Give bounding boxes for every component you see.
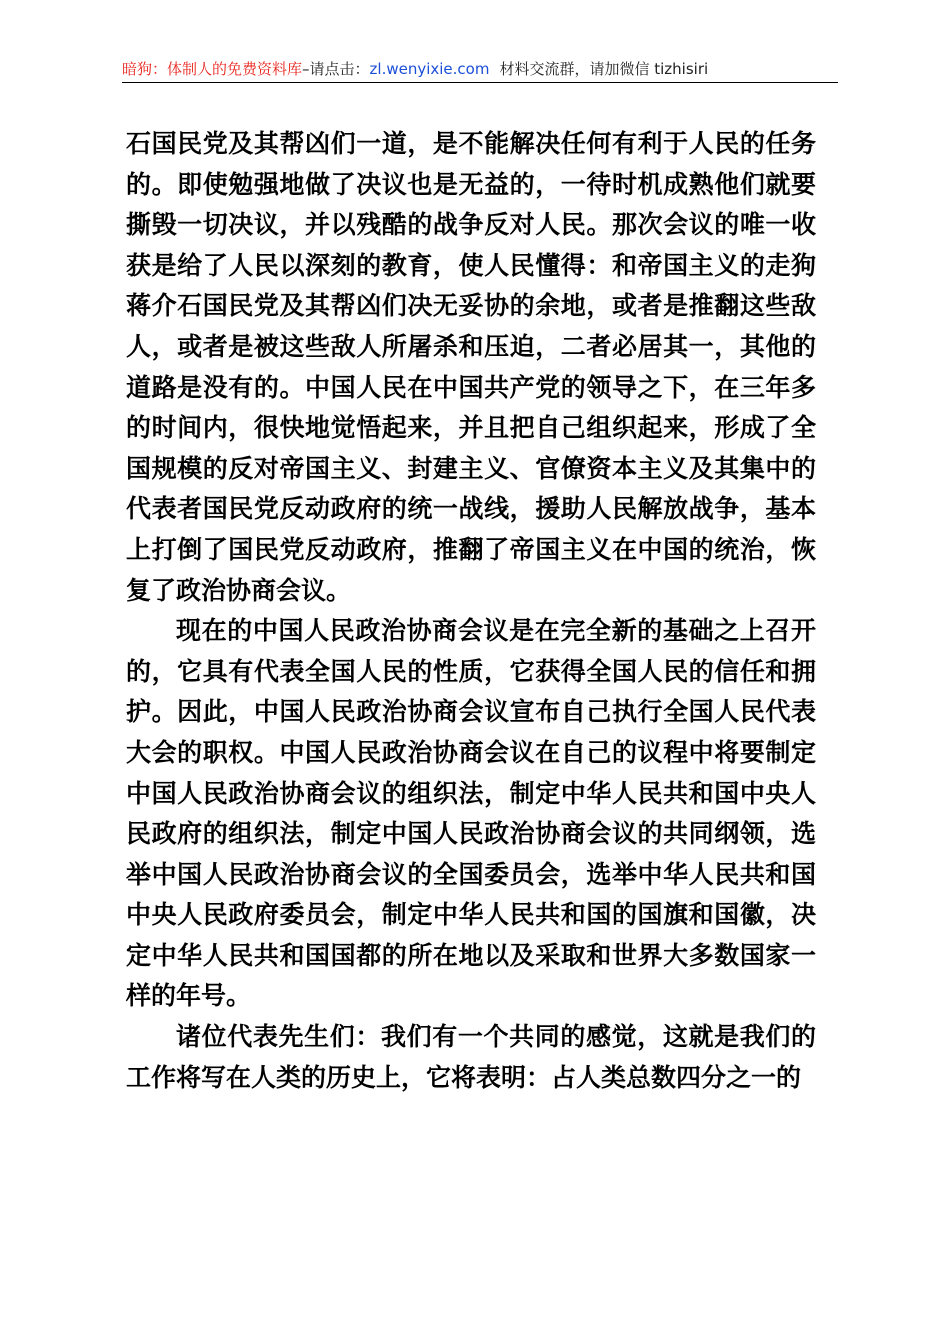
paragraph: 现在的中国人民政治协商会议是在完全新的基础之上召开的，它具有代表全国人民的性质，它获得全国人民的信任和拥护。因此，中国人民政治协商会议宣布自己执行全国人民代表大会的职权。中国人民政治协商会议在自己的议程中将要制定中国人民政治协商会议的组织法，制定中华人民共和国中央人民政府的组织法，制定中国人民政治协商会议的共同纲领，选举中国人民政治协商会议的全国委员会，选举中华人民共和国中央人民政府委员会，制定中华人民共和国的国旗和国徽，决定中华人民共和国国都的所在地以及采取和世界大多数国家一样的年号。: [126, 616, 816, 1011]
header-link[interactable]: zl.wenyixie.com: [369, 60, 490, 78]
header-divider: [122, 82, 838, 83]
document-body: [126, 124, 816, 1098]
header-note: 材料交流群，请加微信 tizhisiri: [499, 60, 709, 78]
header-prompt: –请点击：: [302, 60, 370, 78]
paragraph: 石国民党及其帮凶们一道，是不能解决任何有利于人民的任务的。即使勉强地做了决议也是无益的，一待时机成熟他们就要撕毁一切决议，并以残酷的战争反对人民。那次会议的唯一收获是给了人民以深刻的教育，使人民懂得：和帝国主义的走狗蒋介石国民党及其帮凶们决无妥协的余地，或者是推翻这些敌人，或者是被这些敌人所屠杀和压迫，二者必居其一，其他的道路是没有的。中国人民在中国共产党的领导之下，在三年多的时间内，很快地觉悟起来，并且把自己组织起来，形成了全国规模的反对帝国主义、封建主义、官僚资本主义及其集中的代表者国民党反动政府的统一战线，援助人民解放战争，基本上打倒了国民党反动政府，推翻了帝国主义在中国的统治，恢复了政治协商会议。: [126, 129, 816, 605]
paragraph: 诸位代表先生们：我们有一个共同的感觉，这就是我们的工作将写在人类的历史上，它将表明：占人类总数四分之一的: [126, 1022, 816, 1092]
page-header: [122, 58, 838, 82]
header-brand: 暗狗：体制人的免费资料库: [122, 60, 303, 78]
